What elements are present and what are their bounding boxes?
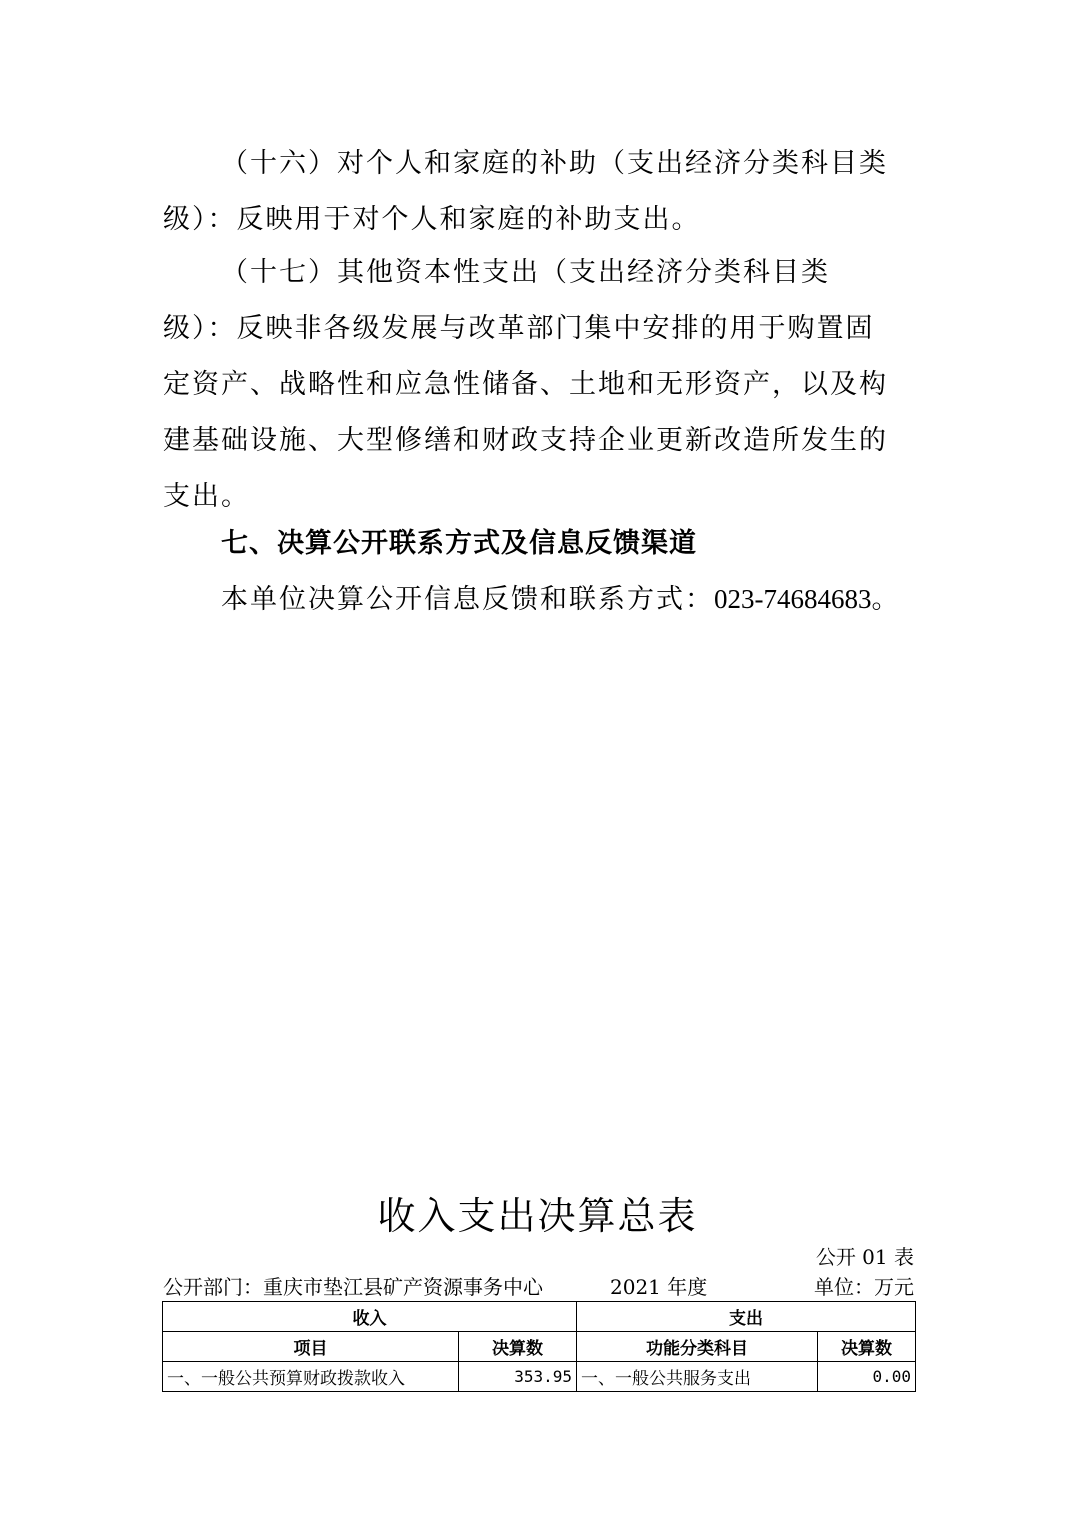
income-item-cell: 一、一般公共预算财政拨款收入 [163, 1362, 459, 1392]
section-heading: 七、决算公开联系方式及信息反馈渠道 [221, 528, 697, 559]
income-amount-header: 决算数 [459, 1332, 577, 1362]
income-amount-cell: 353.95 [459, 1362, 577, 1392]
table-meta [163, 1272, 914, 1302]
p16-line2: 级）：反映用于对个人和家庭的补助支出。 [163, 204, 701, 235]
column-header-row [163, 1332, 916, 1362]
income-item-header: 项目 [163, 1332, 459, 1362]
paragraph-17 [163, 245, 888, 525]
income-group-header: 收入 [163, 1302, 577, 1332]
year-label: 2021 年度 [610, 1275, 708, 1299]
department-label: 公开部门：重庆市垫江县矿产资源事务中心 [163, 1275, 543, 1299]
paragraph-16 [163, 136, 888, 248]
expense-amount-header: 决算数 [818, 1332, 916, 1362]
table-number: 公开 01 表 [815, 1245, 914, 1269]
p16-line1: （十六）对个人和家庭的补助（支出经济分类科目类 [221, 148, 888, 179]
p17-line5: 支出。 [163, 481, 250, 512]
expense-amount-cell: 0.00 [818, 1362, 916, 1392]
contact-phone: 023-74684683 [714, 584, 872, 614]
table-title: 收入支出决算总表 [377, 1194, 698, 1238]
expense-item-header: 功能分类科目 [577, 1332, 818, 1362]
contact-suffix: 。 [871, 584, 901, 615]
expense-group-header: 支出 [577, 1302, 916, 1332]
p17-line3: 定资产、战略性和应急性储备、土地和无形资产，以及构 [163, 369, 888, 400]
group-header-row [163, 1302, 916, 1332]
expense-item-cell: 一、一般公共服务支出 [577, 1362, 818, 1392]
contact-prefix: 本单位决算公开信息反馈和联系方式： [221, 584, 714, 615]
unit-label: 单位：万元 [814, 1275, 914, 1299]
p17-line1: （十七）其他资本性支出（支出经济分类科目类 [221, 257, 830, 288]
p17-line4: 建基础设施、大型修缮和财政支持企业更新改造所发生的 [163, 425, 888, 456]
contact-info [221, 576, 901, 623]
p17-line2: 级）：反映非各级发展与改革部门集中安排的用于购置固 [163, 313, 875, 344]
summary-table [162, 1301, 916, 1392]
table-row [163, 1362, 916, 1392]
